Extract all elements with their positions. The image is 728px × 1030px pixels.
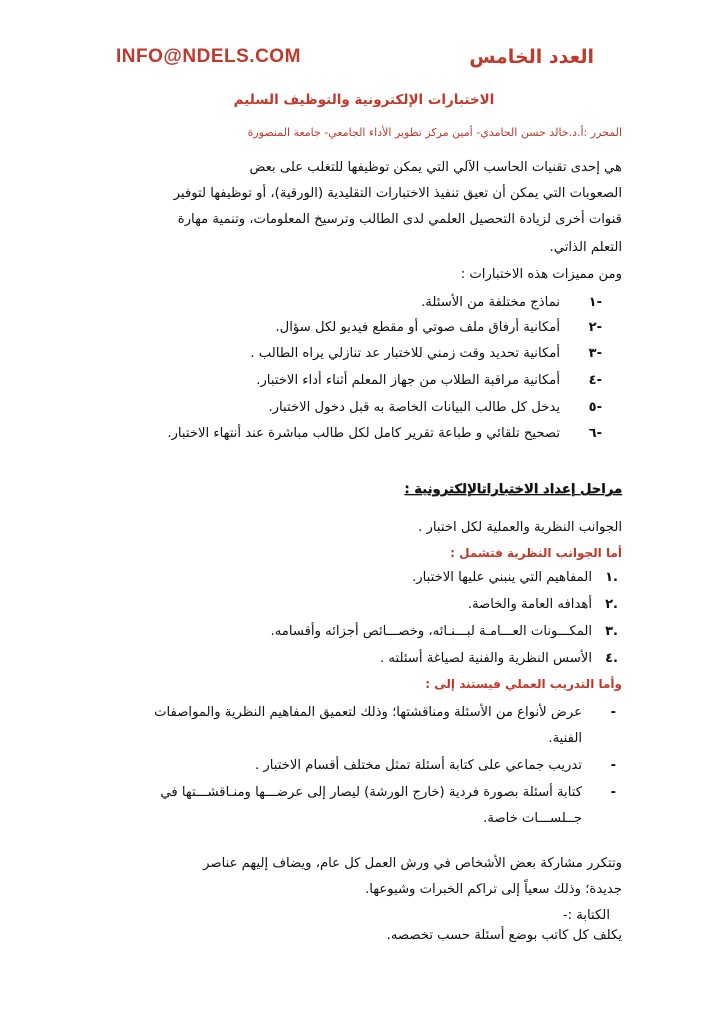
theory-number: .١ — [605, 570, 618, 585]
article-title: الاختبارات الإلكترونية والتوظيف السليم — [233, 92, 495, 108]
intro-line-2: الصعوبات التي يمكن أن تعيق تنفيذ الاختبارات التقليدية (الورقية)، أو توظيفها لتوفير — [173, 186, 622, 201]
article-author: المحرر :أ.د.خالد حسن الحامدي- أمين مركز تطوير الأداء الجامعي- جامعة المنصورة — [247, 126, 622, 139]
closing-line-2: جديدة؛ وذلك سعياً إلى تراكم الخبرات وشيوعها. — [365, 882, 622, 897]
theory-item: المفاهيم التي ينبني عليها الاختبار. — [412, 570, 592, 585]
writing-heading: الكتابة :- — [562, 908, 610, 923]
feature-item: أمكانية مراقبة الطلاب من جهاز المعلم أثناء أداء الاختبار. — [256, 373, 560, 388]
practice-item: عرض لأنواع من الأسئلة ومناقشتها؛ وذلك لتعميق المفاهيم النظرية والمواصفات — [154, 705, 582, 720]
practice-bullet: - — [610, 758, 616, 773]
feature-number: -٣ — [588, 346, 602, 361]
feature-item: أمكانية أرفاق ملف صوتي أو مقطع فيديو لكل سؤال. — [275, 320, 560, 335]
practice-item-cont: الفنية. — [548, 731, 582, 746]
feature-number: -٤ — [588, 373, 602, 388]
closing-line-1: وتتكرر مشاركة بعض الأشخاص في ورش العمل كل عام، ويضاف إليهم عناصر — [203, 856, 622, 871]
feature-number: -١ — [588, 295, 602, 310]
intro-line-4: التعلم الذاتي. — [549, 240, 622, 255]
header-issue: العدد الخامس — [469, 46, 594, 68]
practice-item: كتابة أسئلة بصورة فردية (خارج الورشة) ليصار إلى عرضـــها ومنـاقشـــتها في — [160, 785, 582, 800]
theory-item: المكـــونات العـــامـة لبـــنـائه، وخصـــائص أجزائه وأقسامه. — [270, 624, 592, 639]
feature-number: -٦ — [588, 426, 602, 441]
practice-bullet: - — [610, 705, 616, 720]
feature-item: نماذج مختلفة من الأسئلة. — [421, 295, 560, 310]
intro-line-1: هي إحدى تقنيات الحاسب الآلي التي يمكن توظيفها للتغلب على بعض — [249, 160, 622, 175]
features-heading: ومن مميزات هذه الاختبارات : — [460, 267, 622, 282]
practice-item-cont: جــلســـات خاصة. — [483, 811, 582, 826]
header-email: INFO@NDELS.COM — [116, 46, 301, 67]
practice-heading: وأما التدريب العملي فيستند إلى : — [425, 677, 622, 691]
theory-heading: أما الجوانب النظرية فتشمل : — [450, 546, 622, 560]
feature-item: يدخل كل طالب البيانات الخاصة به قبل دخول الاختبار. — [268, 400, 560, 415]
theory-item: الأسس النظرية والفنية لصياغة أسئلته . — [380, 651, 592, 666]
writing-text: يكلف كل كاتب بوضع أسئلة حسب تخصصه. — [386, 928, 622, 943]
feature-item: تصحيح تلقائي و طباعة تقرير كامل لكل طالب مباشرة عند أنتهاء الاختبار. — [167, 426, 560, 441]
theory-number: .٤ — [605, 651, 618, 666]
theory-number: .٣ — [605, 624, 618, 639]
theory-item: أهدافه العامة والخاصة. — [467, 597, 592, 612]
feature-number: -٢ — [588, 320, 602, 335]
aspects-line: الجوانب النظرية والعملية لكل اختبار . — [418, 520, 622, 535]
feature-number: -٥ — [588, 400, 602, 415]
intro-line-3: قنوات أخرى لزيادة التحصيل العلمي لدى الطالب وترسيخ المعلومات، وتنمية مهارة — [177, 212, 622, 227]
stages-heading: مراحل إعداد الاختباراتالإلكترونية : — [404, 482, 622, 497]
practice-bullet: - — [610, 785, 616, 800]
theory-number: .٢ — [605, 597, 618, 612]
practice-item: تدريب جماعي على كتابة أسئلة تمثل مختلف أقسام الاختبار . — [255, 758, 582, 773]
feature-item: أمكانية تحديد وقت زمني للاختبار عد تنازلي يراه الطالب . — [250, 346, 560, 361]
